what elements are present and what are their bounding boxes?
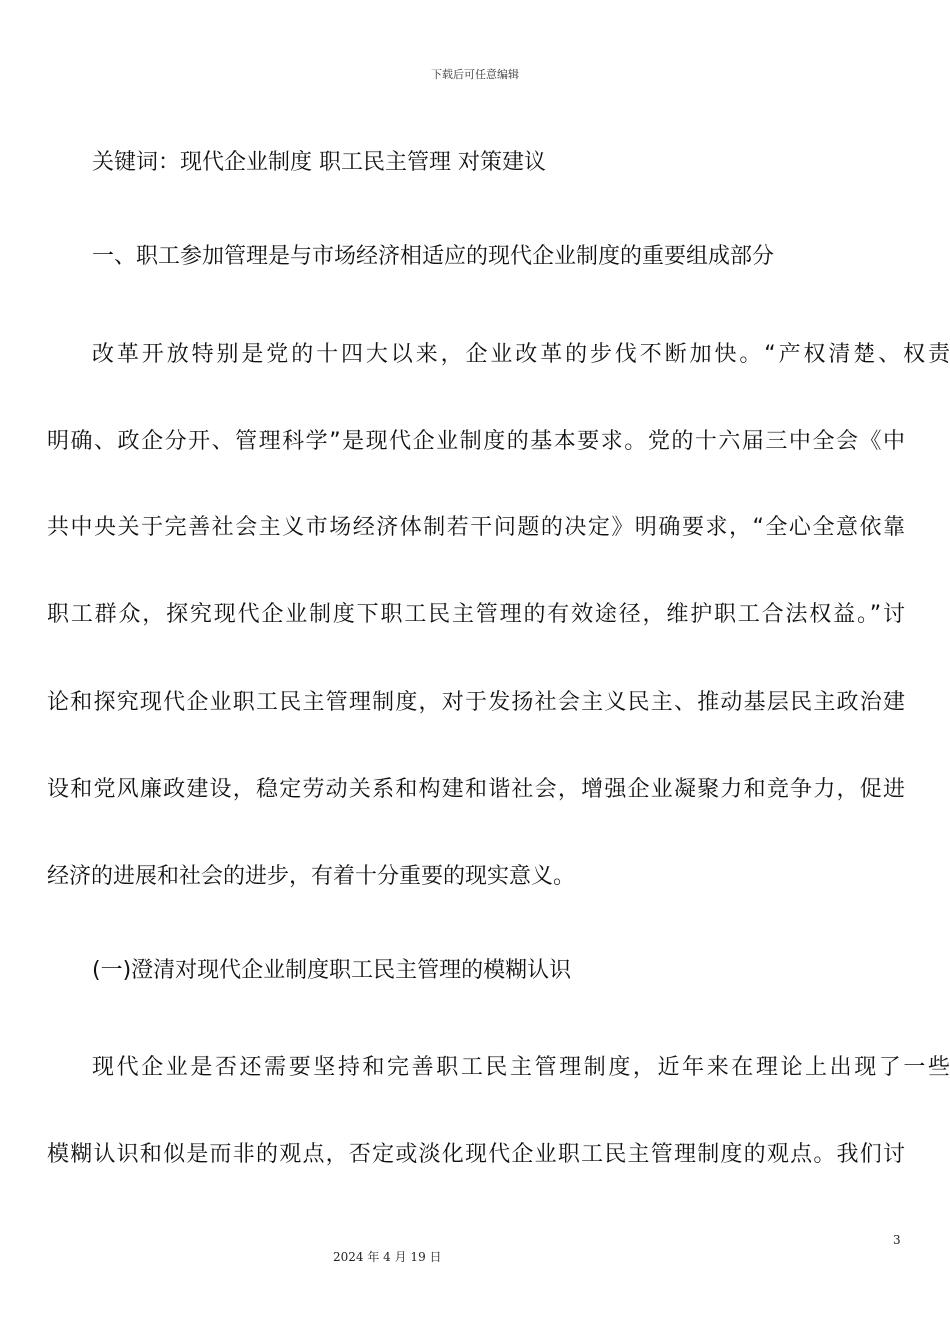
paragraph-line: 设和党风廉政建设，稳定劳动关系和构建和谐社会，增强企业凝聚力和竞争力，促进 <box>47 777 905 802</box>
paragraph-line: 共中央关于完善社会主义市场经济体制若干问题的决定》明确要求，“全心全意依靠 <box>47 515 905 540</box>
subsection-heading: (一)澄清对现代企业制度职工民主管理的模糊认识 <box>92 958 572 983</box>
footer-date: 2024 年 4 月 19 日 <box>333 1250 442 1264</box>
paragraph-line: 明确、政企分开、管理科学”是现代企业制度的基本要求。党的十六届三中全会《中 <box>47 429 905 454</box>
page-header: 下载后可任意编辑 <box>431 68 519 81</box>
paragraph-line: 改革开放特别是党的十四大以来，企业改革的步伐不断加快。“产权清楚、权责 <box>92 342 950 367</box>
paragraph-line: 职工群众，探究现代企业制度下职工民主管理的有效途径，维护职工合法权益。”讨 <box>47 602 905 627</box>
section-heading: 一、职工参加管理是与市场经济相适应的现代企业制度的重要组成部分 <box>92 244 775 269</box>
keywords-line: 关键词：现代企业制度 职工民主管理 对策建议 <box>92 150 546 175</box>
paragraph-line: 经济的进展和社会的进步，有着十分重要的现实意义。 <box>47 864 576 889</box>
paragraph-line: 现代企业是否还需要坚持和完善职工民主管理制度，近年来在理论上出现了一些 <box>92 1055 950 1080</box>
paragraph-line: 模糊认识和似是而非的观点，否定或淡化现代企业职工民主管理制度的观点。我们讨 <box>47 1142 905 1167</box>
page-number: 3 <box>893 1233 901 1247</box>
paragraph-line: 论和探究现代企业职工民主管理制度，对于发扬社会主义民主、推动基层民主政治建 <box>47 690 905 715</box>
